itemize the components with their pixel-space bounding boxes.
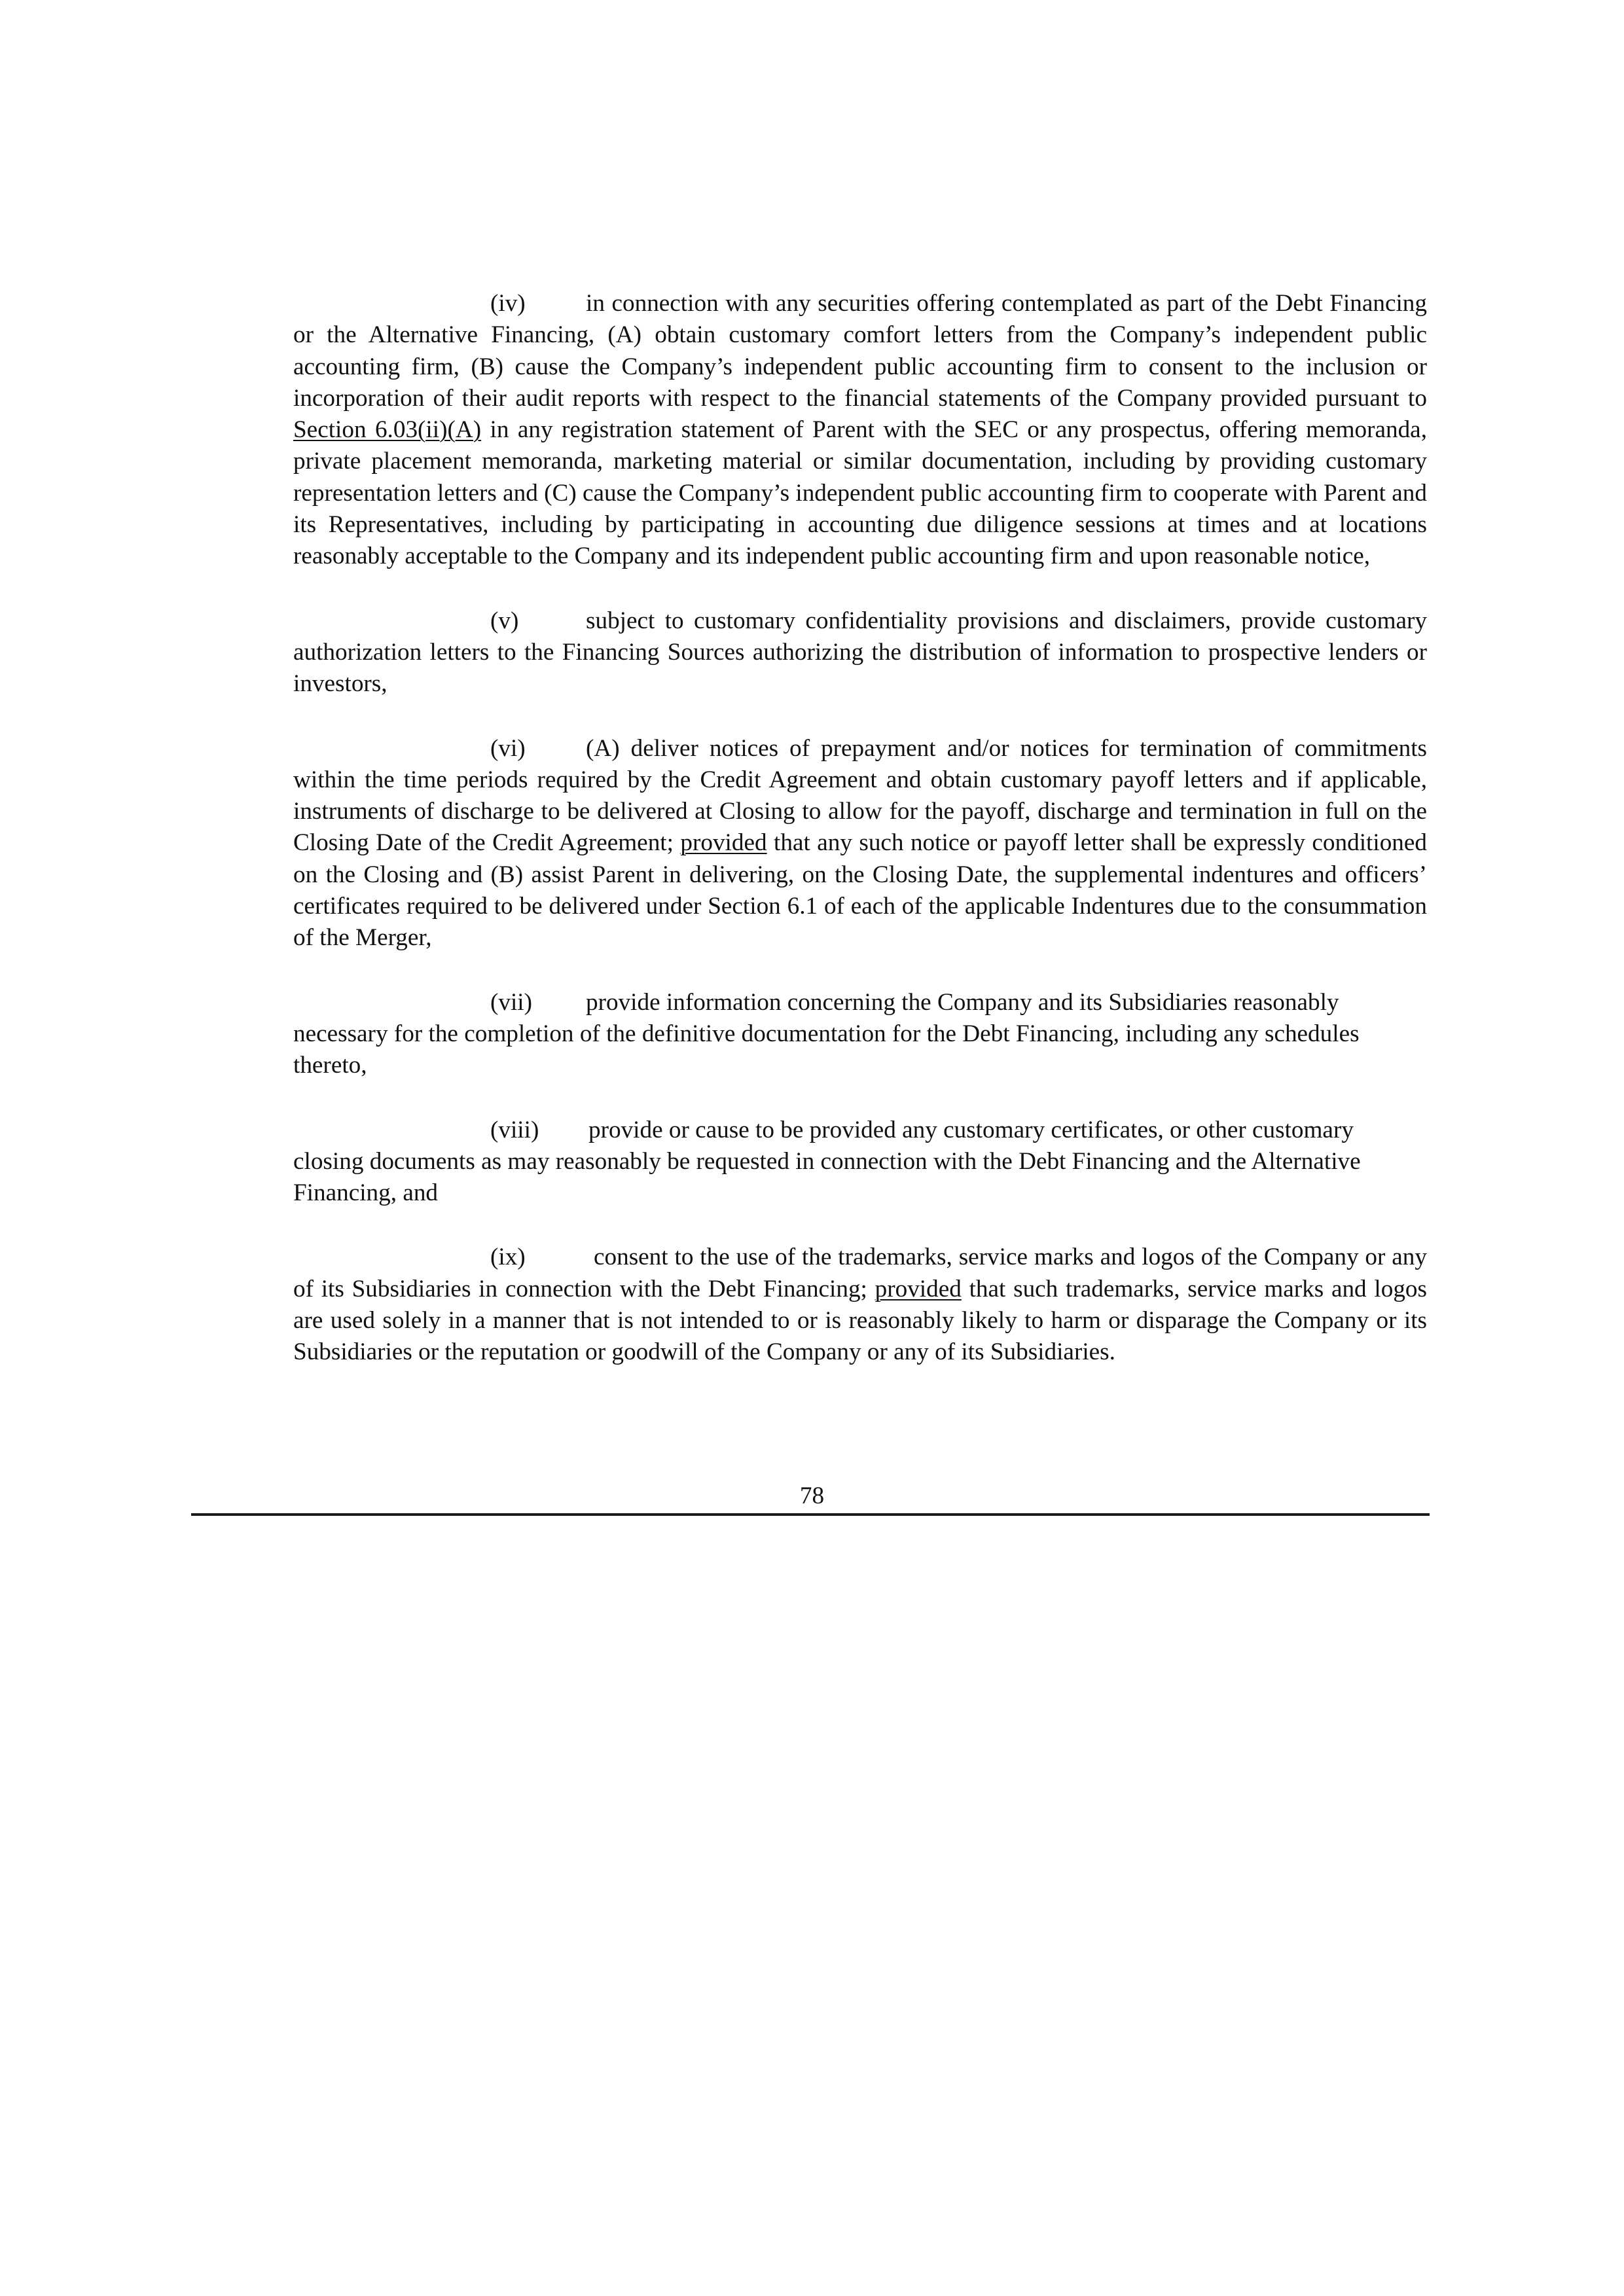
paragraph-viii <box>293 1115 1427 1210</box>
section-reference: Section 6.03(ii)(A) <box>293 416 482 444</box>
clause-text: (A) deliver notices of prepayment and/or notices for termination of commitments within the time periods required by the Credit Agreement and obtain customary payoff letters and if applicable, instruments of discharge to be delivered at Closing to allow for the payoff, discharge and termination in full on the Closing Date of the Credit Agreement; <box>293 734 1427 857</box>
paragraph-vi <box>293 733 1427 954</box>
clause-number: (viii) <box>490 1116 539 1143</box>
provided-term: provided <box>875 1275 962 1302</box>
clause-text: provide information concerning the Company and its Subsidiaries reasonably necessary for the completion of the definitive documentation for the Debt Financing, including any schedules thereto, <box>293 988 1360 1079</box>
clause-text: in connection with any securities offering contemplated as part of the Debt Financing or the Alternative Financing, (A) obtain customary comfort letters from the Company’s independent public accounting firm, (B) cause the Company’s independent public accounting firm to consent to the inclusion or incorporation of their audit reports with respect to the financial statements of the Company provided pursuant to <box>293 290 1427 412</box>
clause-number: (vii) <box>490 988 533 1016</box>
clause-text: subject to customary confidentiality provisions and disclaimers, provide customary authorization letters to the Financing Sources authorizing the distribution of information to prospective lenders or investors, <box>293 607 1427 698</box>
footer-divider <box>191 1513 1430 1516</box>
clause-text: provide or cause to be provided any customary certificates, or other customary closing documents as may reasonably be requested in connection with the Debt Financing and the Alternative Financing, and <box>293 1116 1361 1207</box>
clause-number: (iv) <box>490 290 526 317</box>
clause-number: (ix) <box>490 1244 526 1271</box>
paragraph-ix <box>293 1242 1427 1368</box>
clause-text: in any registration statement of Parent with the SEC or any prospectus, offering memoranda, private placement memoranda, marketing material or similar documentation, including by providing customary representation letters and (C) cause the Company’s independent public accounting firm to cooperate with Parent and its Representatives, including by participating in accounting due diligence sessions at times and at locations reasonably acceptable to the Company and its independent public accounting firm and upon reasonable notice, <box>293 416 1427 570</box>
body-text <box>293 288 1427 1401</box>
clause-number: (v) <box>490 607 519 634</box>
clause-text: consent to the use of the trademarks, service marks and logos of the Company or any of its Subsidiaries in connection with the Debt Financing; <box>293 1244 1427 1302</box>
provided-term: provided <box>680 829 767 857</box>
paragraph-iv <box>293 288 1427 573</box>
clause-text: that such trademarks, service marks and logos are used solely in a manner that is not intended to or is reasonably likely to harm or disparage the Company or its Subsidiaries or the reputation or goodwill of the Company or any of its Subsidiaries. <box>293 1275 1427 1366</box>
clause-text: that any such notice or payoff letter shall be expressly conditioned on the Closing and (B) assist Parent in delivering, on the Closing Date, the supplemental indentures and officers’ certificates required to be delivered under Section 6.1 of each of the applicable Indentures due to the consummation of the Merger, <box>293 829 1427 952</box>
paragraph-v <box>293 605 1427 700</box>
page-number: 78 <box>799 1482 825 1509</box>
paragraph-vii <box>293 987 1427 1082</box>
clause-number: (vi) <box>490 734 526 762</box>
